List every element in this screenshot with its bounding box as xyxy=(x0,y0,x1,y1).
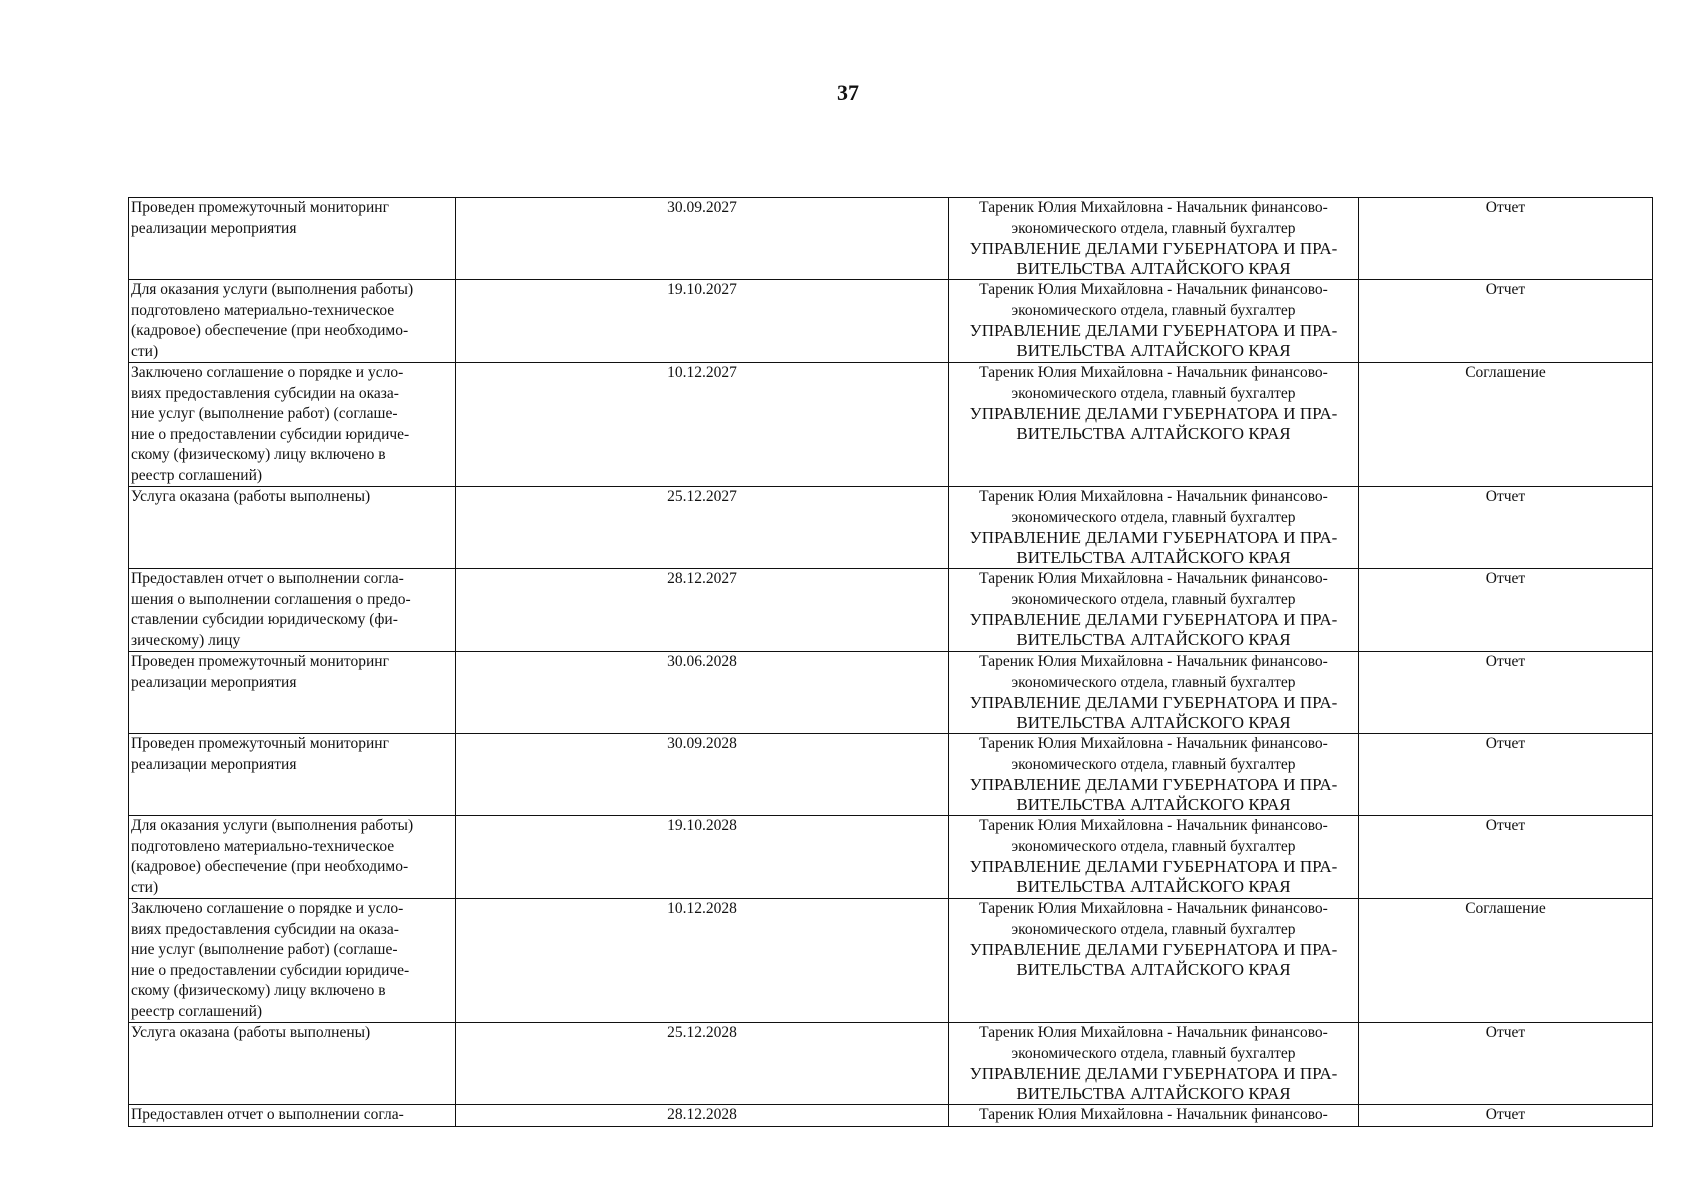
event-text-line: реализации мероприятия xyxy=(131,755,297,773)
responsible-person-line: Тареник Юлия Михайловна - Начальник финансово- xyxy=(979,653,1328,670)
completion-date: 25.12.2028 xyxy=(667,1024,737,1041)
completion-date: 30.06.2028 xyxy=(667,653,737,670)
completion-date: 30.09.2028 xyxy=(667,735,737,752)
event-cell xyxy=(129,280,456,363)
responsible-cell xyxy=(949,487,1359,569)
event-text-line: ние о предоставлении субсидии юридиче- xyxy=(131,961,410,979)
document-type-cell xyxy=(1359,734,1653,816)
event-text-line: подготовлено материально-техническое xyxy=(131,837,395,855)
event-cell xyxy=(129,652,456,734)
responsible-org-line: УПРАВЛЕНИЕ ДЕЛАМИ ГУБЕРНАТОРА И ПРА- xyxy=(969,610,1338,629)
table-body xyxy=(129,198,1653,1127)
event-cell xyxy=(129,487,456,569)
event-text-line: реализации мероприятия xyxy=(131,219,297,237)
event-text-line: шения о выполнении соглашения о предо- xyxy=(131,590,411,608)
responsible-person-line: Тареник Юлия Михайловна - Начальник финансово- xyxy=(979,1024,1328,1041)
table-row xyxy=(129,1023,1653,1105)
document-type: Отчет xyxy=(1485,817,1526,834)
table-row xyxy=(129,280,1653,363)
event-cell xyxy=(129,569,456,652)
date-cell xyxy=(456,198,949,280)
document-type-cell xyxy=(1359,1023,1653,1105)
responsible-org-line: ВИТЕЛЬСТВА АЛТАЙСКОГО КРАЯ xyxy=(1016,877,1291,896)
completion-date: 28.12.2027 xyxy=(667,570,737,587)
event-text-line: (кадровое) обеспечение (при необходимо- xyxy=(131,322,409,339)
document-type-cell xyxy=(1359,569,1653,652)
responsible-cell xyxy=(949,280,1359,363)
responsible-cell xyxy=(949,1023,1359,1105)
document-type: Отчет xyxy=(1485,570,1526,587)
responsible-person-line: экономического отдела, главный бухгалтер xyxy=(1011,1044,1296,1062)
event-cell xyxy=(129,198,456,280)
responsible-org-line: УПРАВЛЕНИЕ ДЕЛАМИ ГУБЕРНАТОРА И ПРА- xyxy=(969,940,1338,959)
document-type: Отчет xyxy=(1485,199,1526,216)
event-text-line: сти) xyxy=(131,878,159,896)
event-text-line: ние о предоставлении субсидии юридиче- xyxy=(131,425,410,443)
document-type: Отчет xyxy=(1485,488,1526,505)
event-cell xyxy=(129,1023,456,1105)
responsible-cell xyxy=(949,899,1359,1023)
table-row xyxy=(129,652,1653,734)
responsible-org-line: ВИТЕЛЬСТВА АЛТАЙСКОГО КРАЯ xyxy=(1016,795,1291,814)
responsible-org-line: ВИТЕЛЬСТВА АЛТАЙСКОГО КРАЯ xyxy=(1016,259,1291,278)
event-text-line: (кадровое) обеспечение (при необходимо- xyxy=(131,858,409,875)
table-row xyxy=(129,487,1653,569)
document-type-cell xyxy=(1359,899,1653,1023)
event-text-line: Услуга оказана (работы выполнены) xyxy=(131,1024,371,1041)
responsible-cell xyxy=(949,198,1359,280)
responsible-person-line: экономического отдела, главный бухгалтер xyxy=(1011,673,1296,691)
responsible-org-line: УПРАВЛЕНИЕ ДЕЛАМИ ГУБЕРНАТОРА И ПРА- xyxy=(969,1064,1338,1083)
plan-table xyxy=(128,197,1653,1127)
responsible-org-line: УПРАВЛЕНИЕ ДЕЛАМИ ГУБЕРНАТОРА И ПРА- xyxy=(969,239,1338,258)
event-text-line: виях предоставления субсидии на оказа- xyxy=(131,920,399,938)
responsible-org-line: ВИТЕЛЬСТВА АЛТАЙСКОГО КРАЯ xyxy=(1016,713,1291,732)
event-cell xyxy=(129,1105,456,1127)
document-type-cell xyxy=(1359,363,1653,487)
responsible-org-line: УПРАВЛЕНИЕ ДЕЛАМИ ГУБЕРНАТОРА И ПРА- xyxy=(969,321,1338,340)
responsible-person-line: экономического отдела, главный бухгалтер xyxy=(1011,384,1296,402)
responsible-person-line: Тареник Юлия Михайловна - Начальник финансово- xyxy=(979,199,1328,216)
event-cell xyxy=(129,363,456,487)
event-text-line: подготовлено материально-техническое xyxy=(131,301,395,319)
completion-date: 25.12.2027 xyxy=(667,488,737,505)
responsible-org-line: УПРАВЛЕНИЕ ДЕЛАМИ ГУБЕРНАТОРА И ПРА- xyxy=(969,775,1338,794)
date-cell xyxy=(456,734,949,816)
document-type: Отчет xyxy=(1485,653,1526,670)
completion-date: 19.10.2027 xyxy=(667,281,737,298)
completion-date: 10.12.2027 xyxy=(667,364,737,381)
responsible-org-line: ВИТЕЛЬСТВА АЛТАЙСКОГО КРАЯ xyxy=(1016,630,1291,649)
table-row xyxy=(129,816,1653,899)
completion-date: 30.09.2027 xyxy=(667,199,737,216)
responsible-person-line: экономического отдела, главный бухгалтер xyxy=(1011,590,1296,608)
responsible-person-line: Тареник Юлия Михайловна - Начальник финансово- xyxy=(979,488,1328,505)
responsible-org-line: ВИТЕЛЬСТВА АЛТАЙСКОГО КРАЯ xyxy=(1016,1084,1291,1103)
event-text-line: Для оказания услуги (выполнения работы) xyxy=(131,281,414,298)
event-text-line: Предоставлен отчет о выполнении согла- xyxy=(131,1106,404,1123)
responsible-cell xyxy=(949,652,1359,734)
event-text-line: скому (физическому) лицу включено в xyxy=(131,446,386,463)
responsible-person-line: экономического отдела, главный бухгалтер xyxy=(1011,301,1296,319)
responsible-person-line: экономического отдела, главный бухгалтер xyxy=(1011,219,1296,237)
document-type: Соглашение xyxy=(1465,900,1546,917)
date-cell xyxy=(456,363,949,487)
responsible-org-line: УПРАВЛЕНИЕ ДЕЛАМИ ГУБЕРНАТОРА И ПРА- xyxy=(969,404,1338,423)
table-row xyxy=(129,734,1653,816)
event-text-line: скому (физическому) лицу включено в xyxy=(131,982,386,999)
date-cell xyxy=(456,1105,949,1127)
event-cell xyxy=(129,899,456,1023)
responsible-org-line: УПРАВЛЕНИЕ ДЕЛАМИ ГУБЕРНАТОРА И ПРА- xyxy=(969,857,1338,876)
completion-date: 10.12.2028 xyxy=(667,900,737,917)
event-text-line: сти) xyxy=(131,342,159,360)
date-cell xyxy=(456,816,949,899)
event-text-line: реализации мероприятия xyxy=(131,673,297,691)
responsible-org-line: ВИТЕЛЬСТВА АЛТАЙСКОГО КРАЯ xyxy=(1016,548,1291,567)
event-cell xyxy=(129,816,456,899)
responsible-org-line: УПРАВЛЕНИЕ ДЕЛАМИ ГУБЕРНАТОРА И ПРА- xyxy=(969,528,1338,547)
responsible-person-line: Тареник Юлия Михайловна - Начальник финансово- xyxy=(979,281,1328,298)
event-text-line: Предоставлен отчет о выполнении согла- xyxy=(131,570,404,587)
table-row xyxy=(129,363,1653,487)
responsible-person-line: экономического отдела, главный бухгалтер xyxy=(1011,837,1296,855)
completion-date: 28.12.2028 xyxy=(667,1106,737,1123)
document-type: Соглашение xyxy=(1465,364,1546,381)
responsible-org-line: ВИТЕЛЬСТВА АЛТАЙСКОГО КРАЯ xyxy=(1016,960,1291,979)
date-cell xyxy=(456,487,949,569)
responsible-person-line: экономического отдела, главный бухгалтер xyxy=(1011,755,1296,773)
responsible-person-line: Тареник Юлия Михайловна - Начальник финансово- xyxy=(979,900,1328,917)
document-type: Отчет xyxy=(1485,1024,1526,1041)
event-text-line: ние услуг (выполнение работ) (соглаше- xyxy=(131,941,398,958)
responsible-person-line: Тареник Юлия Михайловна - Начальник финансово- xyxy=(979,364,1328,381)
event-text-line: виях предоставления субсидии на оказа- xyxy=(131,384,399,402)
event-text-line: зическому) лицу xyxy=(131,631,241,649)
responsible-org-line: УПРАВЛЕНИЕ ДЕЛАМИ ГУБЕРНАТОРА И ПРА- xyxy=(969,693,1338,712)
document-type-cell xyxy=(1359,280,1653,363)
responsible-cell xyxy=(949,816,1359,899)
table-row xyxy=(129,569,1653,652)
responsible-person-line: экономического отдела, главный бухгалтер xyxy=(1011,920,1296,938)
date-cell xyxy=(456,899,949,1023)
responsible-org-line: ВИТЕЛЬСТВА АЛТАЙСКОГО КРАЯ xyxy=(1016,341,1291,360)
responsible-person-line: Тареник Юлия Михайловна - Начальник финансово- xyxy=(979,1106,1328,1123)
event-text-line: реестр соглашений) xyxy=(131,1002,263,1020)
document-type-cell xyxy=(1359,487,1653,569)
completion-date: 19.10.2028 xyxy=(667,817,737,834)
event-text-line: Проведен промежуточный мониторинг xyxy=(131,735,389,752)
document-type: Отчет xyxy=(1485,281,1526,298)
date-cell xyxy=(456,280,949,363)
event-text-line: реестр соглашений) xyxy=(131,466,263,484)
responsible-cell xyxy=(949,734,1359,816)
event-text-line: Проведен промежуточный мониторинг xyxy=(131,199,389,216)
date-cell xyxy=(456,1023,949,1105)
table-row xyxy=(129,198,1653,280)
date-cell xyxy=(456,652,949,734)
event-text-line: Для оказания услуги (выполнения работы) xyxy=(131,817,414,834)
responsible-cell xyxy=(949,569,1359,652)
responsible-person-line: экономического отдела, главный бухгалтер xyxy=(1011,508,1296,526)
document-type-cell xyxy=(1359,198,1653,280)
event-text-line: Услуга оказана (работы выполнены) xyxy=(131,488,371,505)
event-text-line: Заключено соглашение о порядке и усло- xyxy=(131,364,404,381)
responsible-person-line: Тареник Юлия Михайловна - Начальник финансово- xyxy=(979,735,1328,752)
document-type-cell xyxy=(1359,652,1653,734)
table-row xyxy=(129,899,1653,1023)
document-type: Отчет xyxy=(1485,735,1526,752)
document-type-cell xyxy=(1359,816,1653,899)
responsible-person-line: Тареник Юлия Михайловна - Начальник финансово- xyxy=(979,570,1328,587)
page-number: 37 xyxy=(837,80,859,105)
event-text-line: ставлении субсидии юридическому (фи- xyxy=(131,611,398,628)
event-text-line: Проведен промежуточный мониторинг xyxy=(131,653,389,670)
date-cell xyxy=(456,569,949,652)
event-text-line: ние услуг (выполнение работ) (соглаше- xyxy=(131,405,398,422)
document-type-cell xyxy=(1359,1105,1653,1127)
table-row xyxy=(129,1105,1653,1127)
responsible-person-line: Тареник Юлия Михайловна - Начальник финансово- xyxy=(979,817,1328,834)
responsible-cell xyxy=(949,363,1359,487)
responsible-cell xyxy=(949,1105,1359,1127)
event-cell xyxy=(129,734,456,816)
event-text-line: Заключено соглашение о порядке и усло- xyxy=(131,900,404,917)
document-type: Отчет xyxy=(1485,1106,1526,1123)
responsible-org-line: ВИТЕЛЬСТВА АЛТАЙСКОГО КРАЯ xyxy=(1016,424,1291,443)
